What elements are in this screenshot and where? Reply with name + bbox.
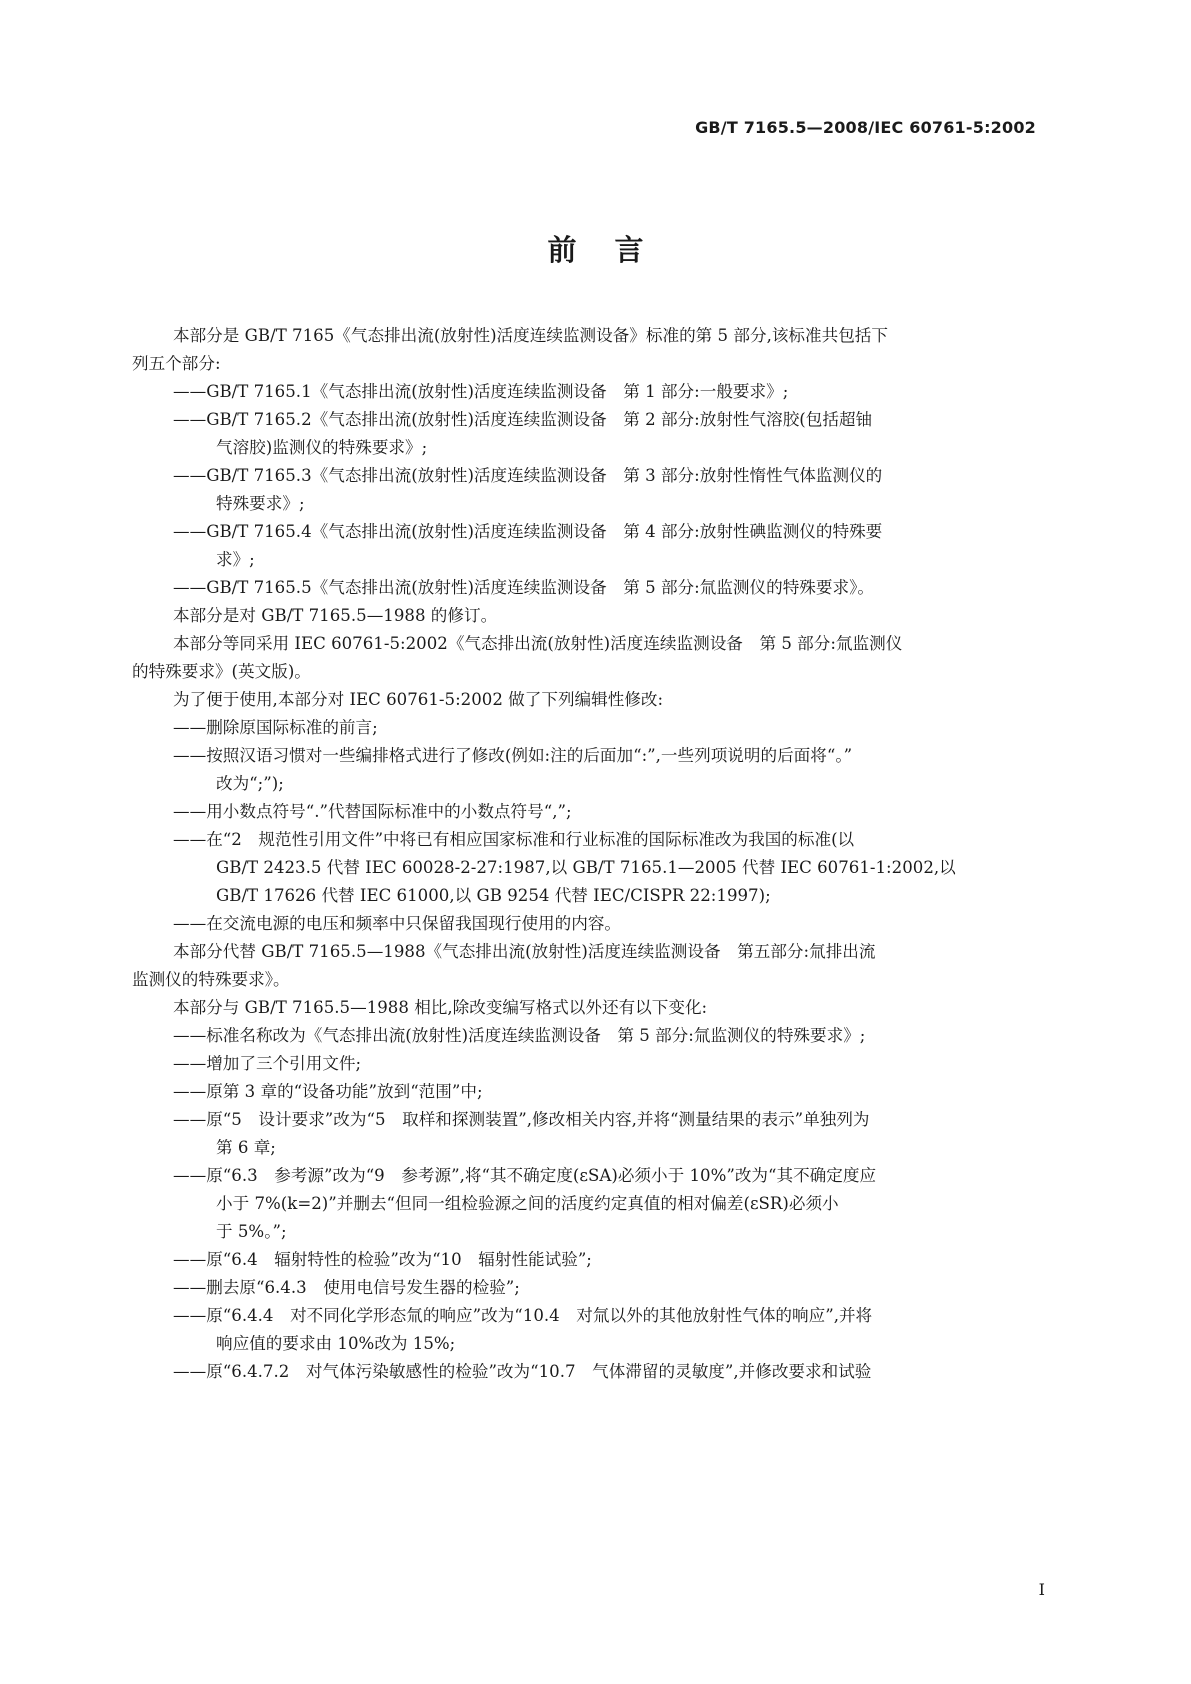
text-line: 本部分等同采用 IEC 60761-5:2002《气态排出流(放射性)活度连续监测设备 第 5 部分:氚监测仪 [173,634,903,653]
list-item-continuation: 于 5%。”; [216,1222,287,1241]
page-title: 前言 [547,233,682,267]
list-item: ——GB/T 7165.5《气态排出流(放射性)活度连续监测设备 第 5 部分:氚监测仪的特殊要求》。 [173,578,874,597]
list-item-continuation: 气溶胶)监测仪的特殊要求》; [216,438,428,457]
list-item: ——用小数点符号“.”代替国际标准中的小数点符号“,”; [173,802,572,821]
page-number: I [1038,1580,1045,1599]
list-item: ——原“6.4.4 对不同化学形态氚的响应”改为“10.4 对氚以外的其他放射性气体的响应”,并将 [173,1306,873,1325]
list-item-continuation: 第 6 章; [216,1138,276,1157]
list-item: ——删除原国际标准的前言; [173,718,378,737]
list-item: ——删去原“6.4.3 使用电信号发生器的检验”; [173,1278,520,1297]
foreword-body [132,322,1053,1386]
list-item-continuation: 响应值的要求由 10%改为 15%; [216,1334,456,1353]
list-item: ——GB/T 7165.1《气态排出流(放射性)活度连续监测设备 第 1 部分:一般要求》; [173,382,789,401]
list-item: ——GB/T 7165.2《气态排出流(放射性)活度连续监测设备 第 2 部分:放射性气溶胶(包括超铀 [173,410,873,429]
text-line: 本部分是 GB/T 7165《气态排出流(放射性)活度连续监测设备》标准的第 5 部分,该标准共包括下 [173,326,888,345]
list-item-continuation: GB/T 2423.5 代替 IEC 60028-2-27:1987,以 GB/T 7165.1—2005 代替 IEC 60761-1:2002,以 [216,858,956,877]
list-item-continuation: 改为“;”); [216,774,284,793]
list-item: ——原“5 设计要求”改为“5 取样和探测装置”,修改相关内容,并将“测量结果的表示”单独列为 [173,1110,870,1129]
text-line: 本部分与 GB/T 7165.5—1988 相比,除改变编写格式以外还有以下变化: [173,998,708,1017]
list-item: ——标准名称改为《气态排出流(放射性)活度连续监测设备 第 5 部分:氚监测仪的特殊要求》; [173,1026,866,1045]
text-line: 的特殊要求》(英文版)。 [132,662,311,681]
list-item: ——原第 3 章的“设备功能”放到“范围”中; [173,1082,483,1101]
list-item: ——增加了三个引用文件; [173,1054,362,1073]
list-item: ——在交流电源的电压和频率中只保留我国现行使用的内容。 [173,914,622,933]
list-item: ——按照汉语习惯对一些编排格式进行了修改(例如:注的后面加“:”,一些列项说明的后面将“。” [173,746,853,765]
list-item-continuation: 小于 7%(k=2)”并删去“但同一组检验源之间的活度约定真值的相对偏差(εSR)必须小 [216,1194,839,1213]
text-line: 列五个部分: [132,354,221,373]
list-item: ——原“6.3 参考源”改为“9 参考源”,将“其不确定度(εSA)必须小于 10%”改为“其不确定度应 [173,1166,877,1185]
text-line: 本部分是对 GB/T 7165.5—1988 的修订。 [173,606,498,625]
list-item-continuation: 求》; [216,550,255,569]
list-item: ——GB/T 7165.3《气态排出流(放射性)活度连续监测设备 第 3 部分:放射性惰性气体监测仪的 [173,466,883,485]
text-line: 本部分代替 GB/T 7165.5—1988《气态排出流(放射性)活度连续监测设备 第五部分:氚排出流 [173,942,876,961]
text-line: 监测仪的特殊要求》。 [132,970,290,989]
list-item: ——原“6.4.7.2 对气体污染敏感性的检验”改为“10.7 气体滞留的灵敏度”,并修改要求和试验 [173,1362,872,1381]
standard-code: GB/T 7165.5—2008/IEC 60761-5:2002 [695,118,1036,137]
list-item: ——GB/T 7165.4《气态排出流(放射性)活度连续监测设备 第 4 部分:放射性碘监测仪的特殊要 [173,522,883,541]
list-item: ——在“2 规范性引用文件”中将已有相应国家标准和行业标准的国际标准改为我国的标准(以 [173,830,855,849]
text-line: 为了便于使用,本部分对 IEC 60761-5:2002 做了下列编辑性修改: [173,690,664,709]
list-item-continuation: GB/T 17626 代替 IEC 61000,以 GB 9254 代替 IEC/CISPR 22:1997); [216,886,771,905]
list-item: ——原“6.4 辐射特性的检验”改为“10 辐射性能试验”; [173,1250,592,1269]
list-item-continuation: 特殊要求》; [216,494,305,513]
